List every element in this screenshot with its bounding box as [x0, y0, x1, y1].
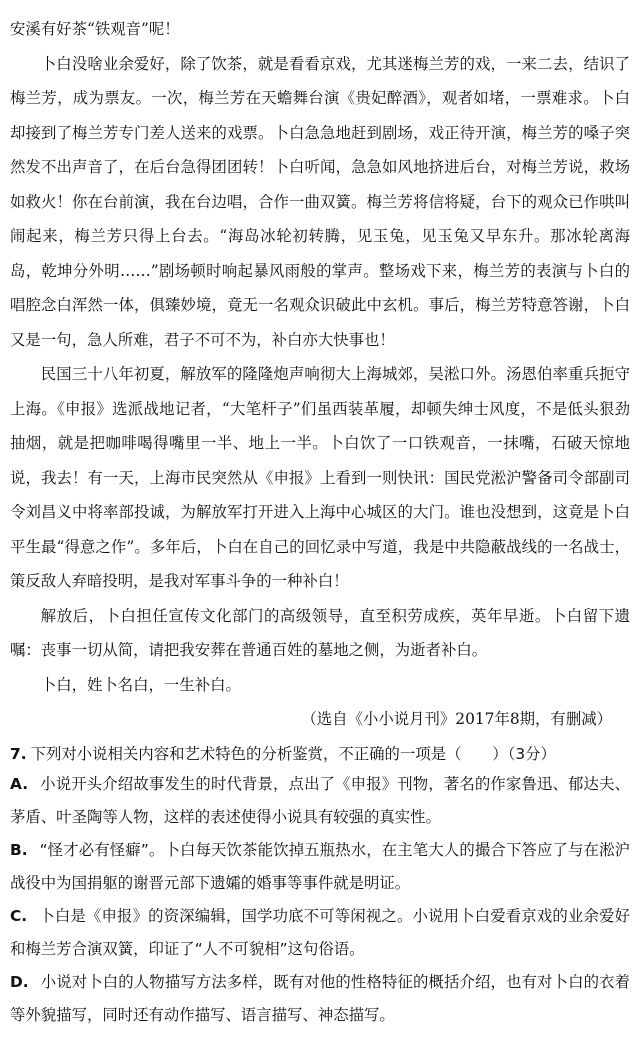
- option-c-text: 卜白是《申报》的资深编辑，国学功底不可等闲视之。小说用卜白爱看京戏的业余爱好和梅兰芳合演双簧，印证了“人不可貌相”这句俗语。: [10, 907, 630, 958]
- option-d-text: 小说对卜白的人物描写方法多样，既有对他的性格特征的概括介绍，也有对卜白的衣着等外貌描写，同时还有动作描写、语言描写、神态描写。: [10, 973, 630, 1024]
- story-paragraph-1: 安溪有好茶“铁观音”呢！: [10, 20, 180, 38]
- source-citation: （选自《小小说月刊》2017年8期，有删减）: [301, 710, 612, 728]
- question-number: 7.: [10, 745, 27, 763]
- story-paragraph-3: 民国三十八年初夏，解放军的隆隆炮声响彻大上海城郊，吴淞口外。汤恩伯率重兵扼守上海。《申报》选派战地记者，“大笔杆子”们虽西装革履，却顿失绅士风度，不是低头狠劲抽烟，就是把咖啡喝得嘴里一半、地上一半。卜白饮了一口铁观音，一抹嘴，石破天惊地说，我去！有一天，上海市民突然从《申报》上看到一则快讯：国民党淞沪警备司令部副司令刘昌义中将率部投诚，为解放军打开进入上海中心城区的大门。谁也没想到，这竟是卜白平生最“得意之作”。多年后，卜白在自己的回忆录中写道，我是中共隐蔽战线的一名战士，策反敌人弃暗投明，是我对军事斗争的一种补白！: [10, 365, 630, 590]
- story-paragraph-5: 卜白，姓卜名白，一生补白。: [40, 675, 241, 694]
- option-c[interactable]: [10, 900, 630, 966]
- option-a[interactable]: [10, 768, 630, 834]
- story-paragraph-2: 卜白没啥业余爱好，除了饮茶，就是看看京戏，尤其迷梅兰芳的戏，一来二去，结识了梅兰芳，成为票友。一次，梅兰芳在天蟾舞台演《贵妃醉酒》，观者如堵，一票难求。卜白却接到了梅兰芳专门差人送来的戏票。卜白急急地赶到剧场，戏正待开演，梅兰芳的嗓子突然发不出声音了，在后台急得团团转！卜白听闻，急急如风地挤进后台，对梅兰芳说，救场如救火！你在台前演，我在台边唱，合作一曲双簧。梅兰芳将信将疑，台下的观众已作哄叫闹起来，梅兰芳只得上台去。“海岛冰轮初转腾，见玉兔，见玉兔又早东升。那冰轮离海岛，乾坤分外明……”剧场顿时响起暴风雨般的掌声。整场戏下来，梅兰芳的表演与卜白的唱腔念白浑然一体，俱臻妙境，竟无一名观众识破此中玄机。事后，梅兰芳特意答谢，卜白又是一句，急人所难，君子不可不为，补白亦大快事也！: [10, 54, 630, 349]
- option-d-letter: D.: [10, 973, 29, 991]
- story-text: [10, 12, 630, 702]
- option-b-letter: B.: [10, 841, 28, 859]
- option-b[interactable]: [10, 834, 630, 900]
- question-stem-text: 下列对小说相关内容和艺术特色的分析鉴赏，不正确的一项是（ ）（3分）: [30, 745, 556, 763]
- question-stem: [10, 740, 630, 768]
- story-paragraph-4: 解放后，卜白担任宣传文化部门的高级领导，直至积劳成疾，英年早逝。卜白留下遗嘱：丧事一切从简，请把我安葬在普通百姓的墓地之侧，为逝者补白。: [10, 606, 630, 659]
- option-a-text: 小说开头介绍故事发生的时代背景，点出了《申报》刊物，著名的作家鲁迅、郁达夫、茅盾、叶圣陶等人物，这样的表述使得小说具有较强的真实性。: [10, 775, 630, 826]
- option-a-letter: A.: [10, 775, 29, 793]
- option-b-text: “怪才必有怪癖”。卜白每天饮茶能饮掉五瓶热水，在主笔大人的撮合下答应了与在淞沪战役中为国捐躯的谢晋元部下遗孀的婚事等事件就是明证。: [10, 841, 630, 892]
- option-c-letter: C.: [10, 907, 28, 925]
- option-d[interactable]: [10, 966, 630, 1032]
- question-7: [10, 740, 630, 1032]
